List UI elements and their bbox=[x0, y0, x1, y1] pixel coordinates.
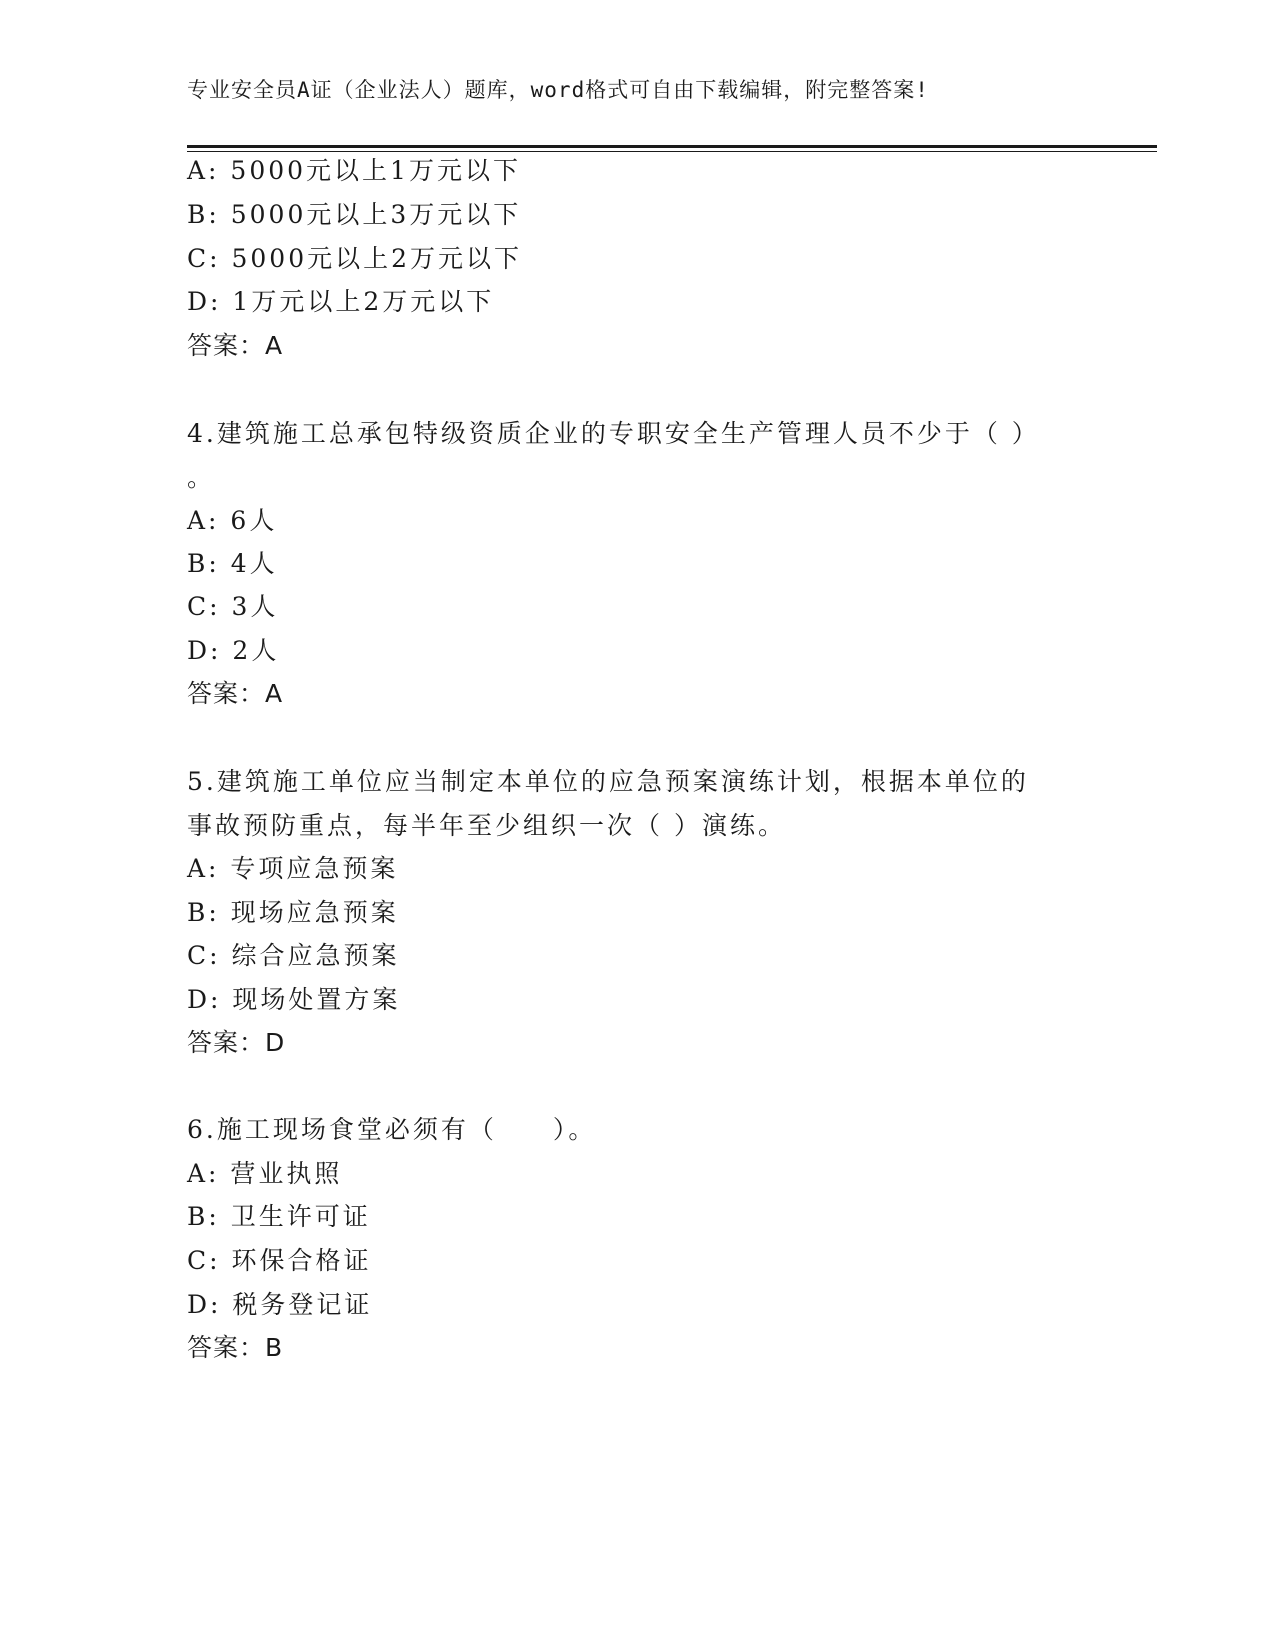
q4-answer: 答案：A bbox=[187, 679, 284, 708]
q6-option-c: C: 环保合格证 bbox=[187, 1246, 372, 1275]
q3-option-b: B: 5000元以上3万元以下 bbox=[187, 200, 522, 229]
q3-option-a: A: 5000元以上1万元以下 bbox=[187, 156, 521, 185]
q3-answer: 答案：A bbox=[187, 331, 284, 360]
q4-question-line2: 。 bbox=[187, 463, 216, 492]
q5-option-b: B: 现场应急预案 bbox=[187, 898, 399, 927]
q5-option-a: A: 专项应急预案 bbox=[187, 854, 399, 883]
q4-option-a: A: 6人 bbox=[187, 506, 278, 535]
q4-option-d: D: 2人 bbox=[187, 636, 280, 665]
q6-option-b: B: 卫生许可证 bbox=[187, 1202, 371, 1231]
q4-option-b: B: 4人 bbox=[187, 549, 278, 578]
q5-question-line2: 事故预防重点，每半年至少组织一次（ ）演练。 bbox=[187, 811, 786, 840]
header-rule-thick bbox=[187, 145, 1157, 148]
q6-question-line1: 6.施工现场食堂必须有（ ）。 bbox=[187, 1115, 597, 1144]
q4-option-c: C: 3人 bbox=[187, 592, 279, 621]
q3-option-d: D: 1万元以上2万元以下 bbox=[187, 287, 495, 316]
header-rule-thin bbox=[187, 151, 1157, 152]
page-header: 专业安全员A证（企业法人）题库，word格式可自由下载编辑，附完整答案! bbox=[187, 78, 929, 102]
q3-option-c: C: 5000元以上2万元以下 bbox=[187, 244, 523, 273]
q5-answer: 答案：D bbox=[187, 1028, 286, 1057]
q6-option-d: D: 税务登记证 bbox=[187, 1290, 373, 1319]
q4-question-line1: 4.建筑施工总承包特级资质企业的专职安全生产管理人员不少于（ ） bbox=[187, 419, 1040, 448]
q5-option-c: C: 综合应急预案 bbox=[187, 941, 400, 970]
q5-question-line1: 5.建筑施工单位应当制定本单位的应急预案演练计划，根据本单位的 bbox=[187, 767, 1029, 796]
q6-answer: 答案：B bbox=[187, 1333, 284, 1362]
q6-option-a: A: 营业执照 bbox=[187, 1159, 343, 1188]
q5-option-d: D: 现场处置方案 bbox=[187, 985, 401, 1014]
